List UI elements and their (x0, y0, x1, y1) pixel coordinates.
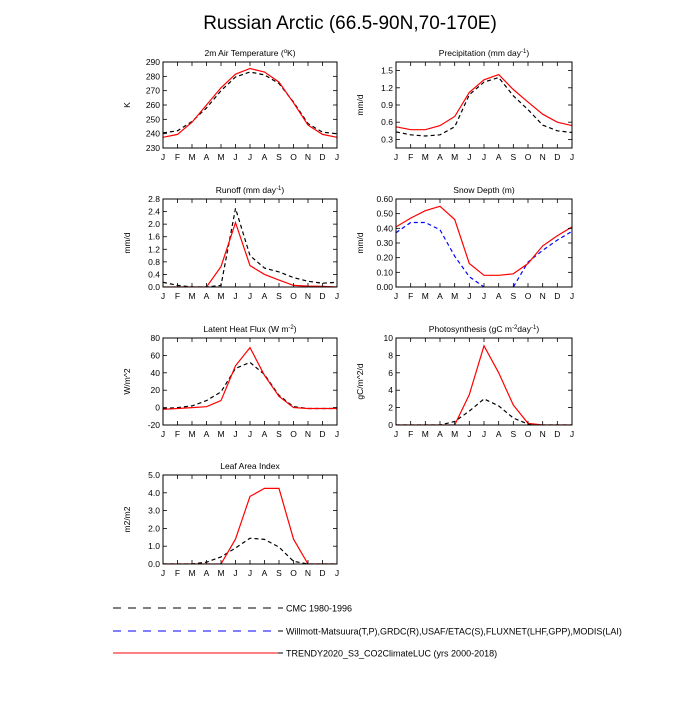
y-tick-label: 1.5 (381, 65, 393, 76)
month-label: A (261, 152, 268, 162)
month-label: J (481, 152, 487, 162)
plot-frame (163, 475, 337, 564)
y-tick-label: 4.0 (148, 487, 160, 498)
y-tick-label: 0.8 (148, 256, 160, 267)
month-label: J (247, 568, 253, 578)
y-tick-label: 80 (150, 333, 160, 343)
y-tick-label: 290 (145, 57, 160, 67)
month-label: J (467, 429, 472, 439)
y-axis-label: mm/d (355, 94, 365, 116)
panel-title: 2m Air Temperature ($^o$K) (204, 48, 296, 58)
y-tick-label: 270 (145, 85, 160, 96)
legend-label: CMC 1980-1996 (286, 603, 353, 614)
month-label: N (304, 291, 312, 301)
month-label: F (408, 152, 414, 162)
month-label: A (261, 291, 268, 301)
month-label: S (276, 152, 282, 162)
month-label: D (319, 152, 326, 162)
month-label: J (569, 291, 575, 301)
month-label: O (524, 152, 532, 162)
month-label: N (539, 291, 546, 301)
month-label: J (467, 291, 472, 301)
chart-panel-4 (355, 185, 574, 301)
month-label: J (481, 429, 487, 439)
month-label: M (217, 568, 225, 578)
y-axis-label: mm/d (355, 232, 365, 254)
month-label: A (203, 429, 210, 439)
panel-title: Latent Heat Flux (W $m^{-2}$) (203, 324, 297, 334)
month-label: M (217, 291, 225, 301)
y-tick-label: 0.4 (148, 269, 160, 280)
series-line-1 (163, 362, 337, 408)
month-label: S (510, 152, 517, 162)
month-label: O (524, 429, 532, 439)
month-label: D (554, 152, 561, 162)
month-label: S (276, 429, 282, 439)
month-label: A (437, 429, 443, 439)
month-label: J (160, 152, 166, 162)
chart-panel-5 (122, 324, 339, 439)
panel-title: Snow Depth (m) (453, 185, 515, 195)
y-tick-label: 2.0 (148, 219, 160, 230)
y-tick-label: 10 (383, 333, 393, 343)
y-tick-label: 1.0 (148, 541, 160, 552)
month-label: F (174, 429, 181, 439)
month-label: J (467, 152, 472, 162)
series-line-2 (163, 488, 337, 564)
month-label: J (160, 568, 166, 578)
y-axis-label: K (122, 102, 132, 108)
series-line-2 (396, 346, 572, 425)
y-tick-label: 250 (145, 114, 160, 125)
panel-title: Photosynthesis (gC $m^{-2}day^{-1}$) (428, 324, 540, 334)
month-label: M (451, 152, 459, 162)
y-tick-label: 0.9 (381, 100, 393, 110)
y-tick-label: 0.40 (376, 223, 393, 234)
y-tick-label: 1.2 (148, 244, 160, 255)
month-label: M (421, 291, 429, 301)
month-label: F (408, 429, 414, 439)
month-label: J (247, 429, 253, 439)
month-label: F (174, 152, 181, 162)
month-label: M (188, 291, 196, 301)
legend-item (113, 604, 352, 614)
month-label: J (233, 568, 238, 578)
chart-panel-7 (122, 461, 339, 578)
month-label: A (261, 568, 268, 578)
plot-frame (396, 338, 572, 425)
y-tick-label: 0.10 (376, 267, 393, 278)
series-line-1 (396, 78, 572, 137)
y-tick-label: 2.8 (148, 194, 160, 204)
month-label: M (188, 568, 196, 578)
month-label: N (304, 429, 312, 439)
month-label: D (319, 291, 326, 301)
legend-item (113, 627, 622, 637)
y-tick-label: 0.20 (376, 252, 393, 263)
series-line-2 (163, 69, 337, 138)
y-tick-label: 0.50 (376, 208, 393, 219)
month-label: A (437, 152, 443, 162)
series-line-1 (163, 208, 337, 287)
month-label: O (524, 291, 532, 301)
month-label: D (554, 429, 561, 439)
month-label: S (510, 429, 517, 439)
month-label: A (495, 429, 502, 439)
month-label: D (319, 568, 326, 578)
month-label: S (276, 291, 282, 301)
plot-frame (163, 62, 337, 148)
month-label: J (393, 291, 399, 301)
month-label: A (437, 291, 443, 301)
y-tick-label: 1.6 (148, 231, 160, 242)
month-label: M (421, 429, 429, 439)
y-tick-label: 0.0 (148, 559, 160, 569)
y-tick-label: -20 (147, 420, 160, 430)
series-line-2 (396, 206, 572, 275)
month-label: J (334, 568, 340, 578)
month-label: A (495, 291, 502, 301)
y-tick-label: 240 (145, 128, 160, 139)
month-label: F (408, 291, 414, 301)
month-label: M (451, 291, 459, 301)
panel-title: Leaf Area Index (220, 461, 280, 471)
month-label: J (334, 152, 340, 162)
month-label: M (188, 429, 196, 439)
y-tick-label: 6 (388, 367, 393, 378)
legend-item (113, 649, 497, 659)
month-label: M (217, 429, 225, 439)
month-label: N (539, 429, 546, 439)
y-tick-label: 40 (150, 367, 160, 378)
y-tick-label: 4 (388, 385, 393, 396)
y-tick-label: 0 (388, 420, 393, 430)
y-axis-label: mm/d (122, 232, 132, 254)
month-label: J (160, 429, 166, 439)
month-label: M (188, 152, 196, 162)
y-tick-label: 1.2 (381, 82, 393, 93)
legend (113, 604, 622, 659)
y-tick-label: 0.6 (381, 117, 393, 128)
y-tick-label: 0 (155, 402, 160, 413)
y-tick-label: 260 (145, 100, 160, 110)
y-tick-label: 8 (388, 350, 393, 361)
month-label: M (217, 152, 225, 162)
month-label: J (160, 291, 166, 301)
chart-panel-2 (355, 48, 574, 162)
month-label: N (304, 568, 312, 578)
month-label: J (247, 291, 253, 301)
month-label: N (304, 152, 312, 162)
figure-title: Russian Arctic (66.5-90N,70-170E) (203, 13, 497, 34)
month-label: D (554, 291, 561, 301)
y-tick-label: 2 (388, 402, 393, 413)
month-label: M (451, 429, 459, 439)
month-label: O (290, 152, 297, 162)
month-label: F (174, 568, 181, 578)
y-tick-label: 2.4 (148, 206, 160, 217)
month-label: J (334, 429, 340, 439)
y-axis-label: gC/m^2/d (355, 363, 365, 400)
month-label: A (203, 152, 210, 162)
chart-panel-6 (355, 324, 574, 439)
series-line-2 (163, 348, 337, 410)
month-label: J (481, 291, 487, 301)
y-tick-label: 20 (150, 385, 160, 396)
month-label: J (247, 152, 253, 162)
y-tick-label: 0.0 (148, 282, 160, 292)
month-label: J (334, 291, 340, 301)
y-tick-label: 0.30 (376, 238, 393, 248)
month-label: J (233, 429, 238, 439)
month-label: O (290, 568, 297, 578)
chart-panel-3 (122, 185, 339, 301)
y-tick-label: 0.00 (376, 282, 393, 292)
plot-frame (163, 338, 337, 425)
month-label: F (174, 291, 181, 301)
y-axis-label: m2/m2 (122, 506, 132, 533)
month-label: M (421, 152, 429, 162)
month-label: O (290, 291, 297, 301)
y-tick-label: 280 (145, 71, 160, 82)
y-tick-label: 60 (150, 350, 160, 361)
month-label: J (233, 152, 238, 162)
month-label: N (539, 152, 546, 162)
month-label: J (569, 152, 575, 162)
panel-title: Precipitation (mm day$^{-1}$) (438, 48, 530, 58)
month-label: A (495, 152, 502, 162)
month-label: S (276, 568, 282, 578)
month-label: A (203, 291, 210, 301)
y-axis-label: W/m^2 (122, 368, 132, 395)
y-tick-label: 3.0 (148, 505, 160, 516)
month-label: J (393, 152, 399, 162)
legend-label: Willmott-Matsuura(T,P),GRDC(R),USAF/ETAC(S),FLUXNET(LHF,GPP),MODIS(LAI) (286, 626, 622, 637)
y-tick-label: 0.3 (381, 134, 393, 145)
legend-label: TRENDY2020_S3_CO2ClimateLUC (yrs 2000-2018) (286, 648, 498, 659)
month-label: A (261, 429, 268, 439)
chart-panel-1 (122, 48, 339, 162)
plot-frame (163, 199, 337, 287)
y-tick-label: 5.0 (148, 470, 160, 480)
month-label: D (319, 429, 326, 439)
month-label: J (393, 429, 399, 439)
plot-frame (396, 62, 572, 148)
month-label: J (233, 291, 238, 301)
y-tick-label: 230 (145, 143, 160, 153)
y-tick-label: 2.0 (148, 523, 160, 534)
month-label: J (569, 429, 575, 439)
month-label: O (290, 429, 297, 439)
series-line-1 (396, 223, 572, 293)
y-tick-label: 0.60 (376, 194, 393, 204)
panel-title: Runoff (mm day$^{-1}$) (215, 185, 285, 195)
month-label: A (203, 568, 210, 578)
month-label: S (510, 291, 517, 301)
